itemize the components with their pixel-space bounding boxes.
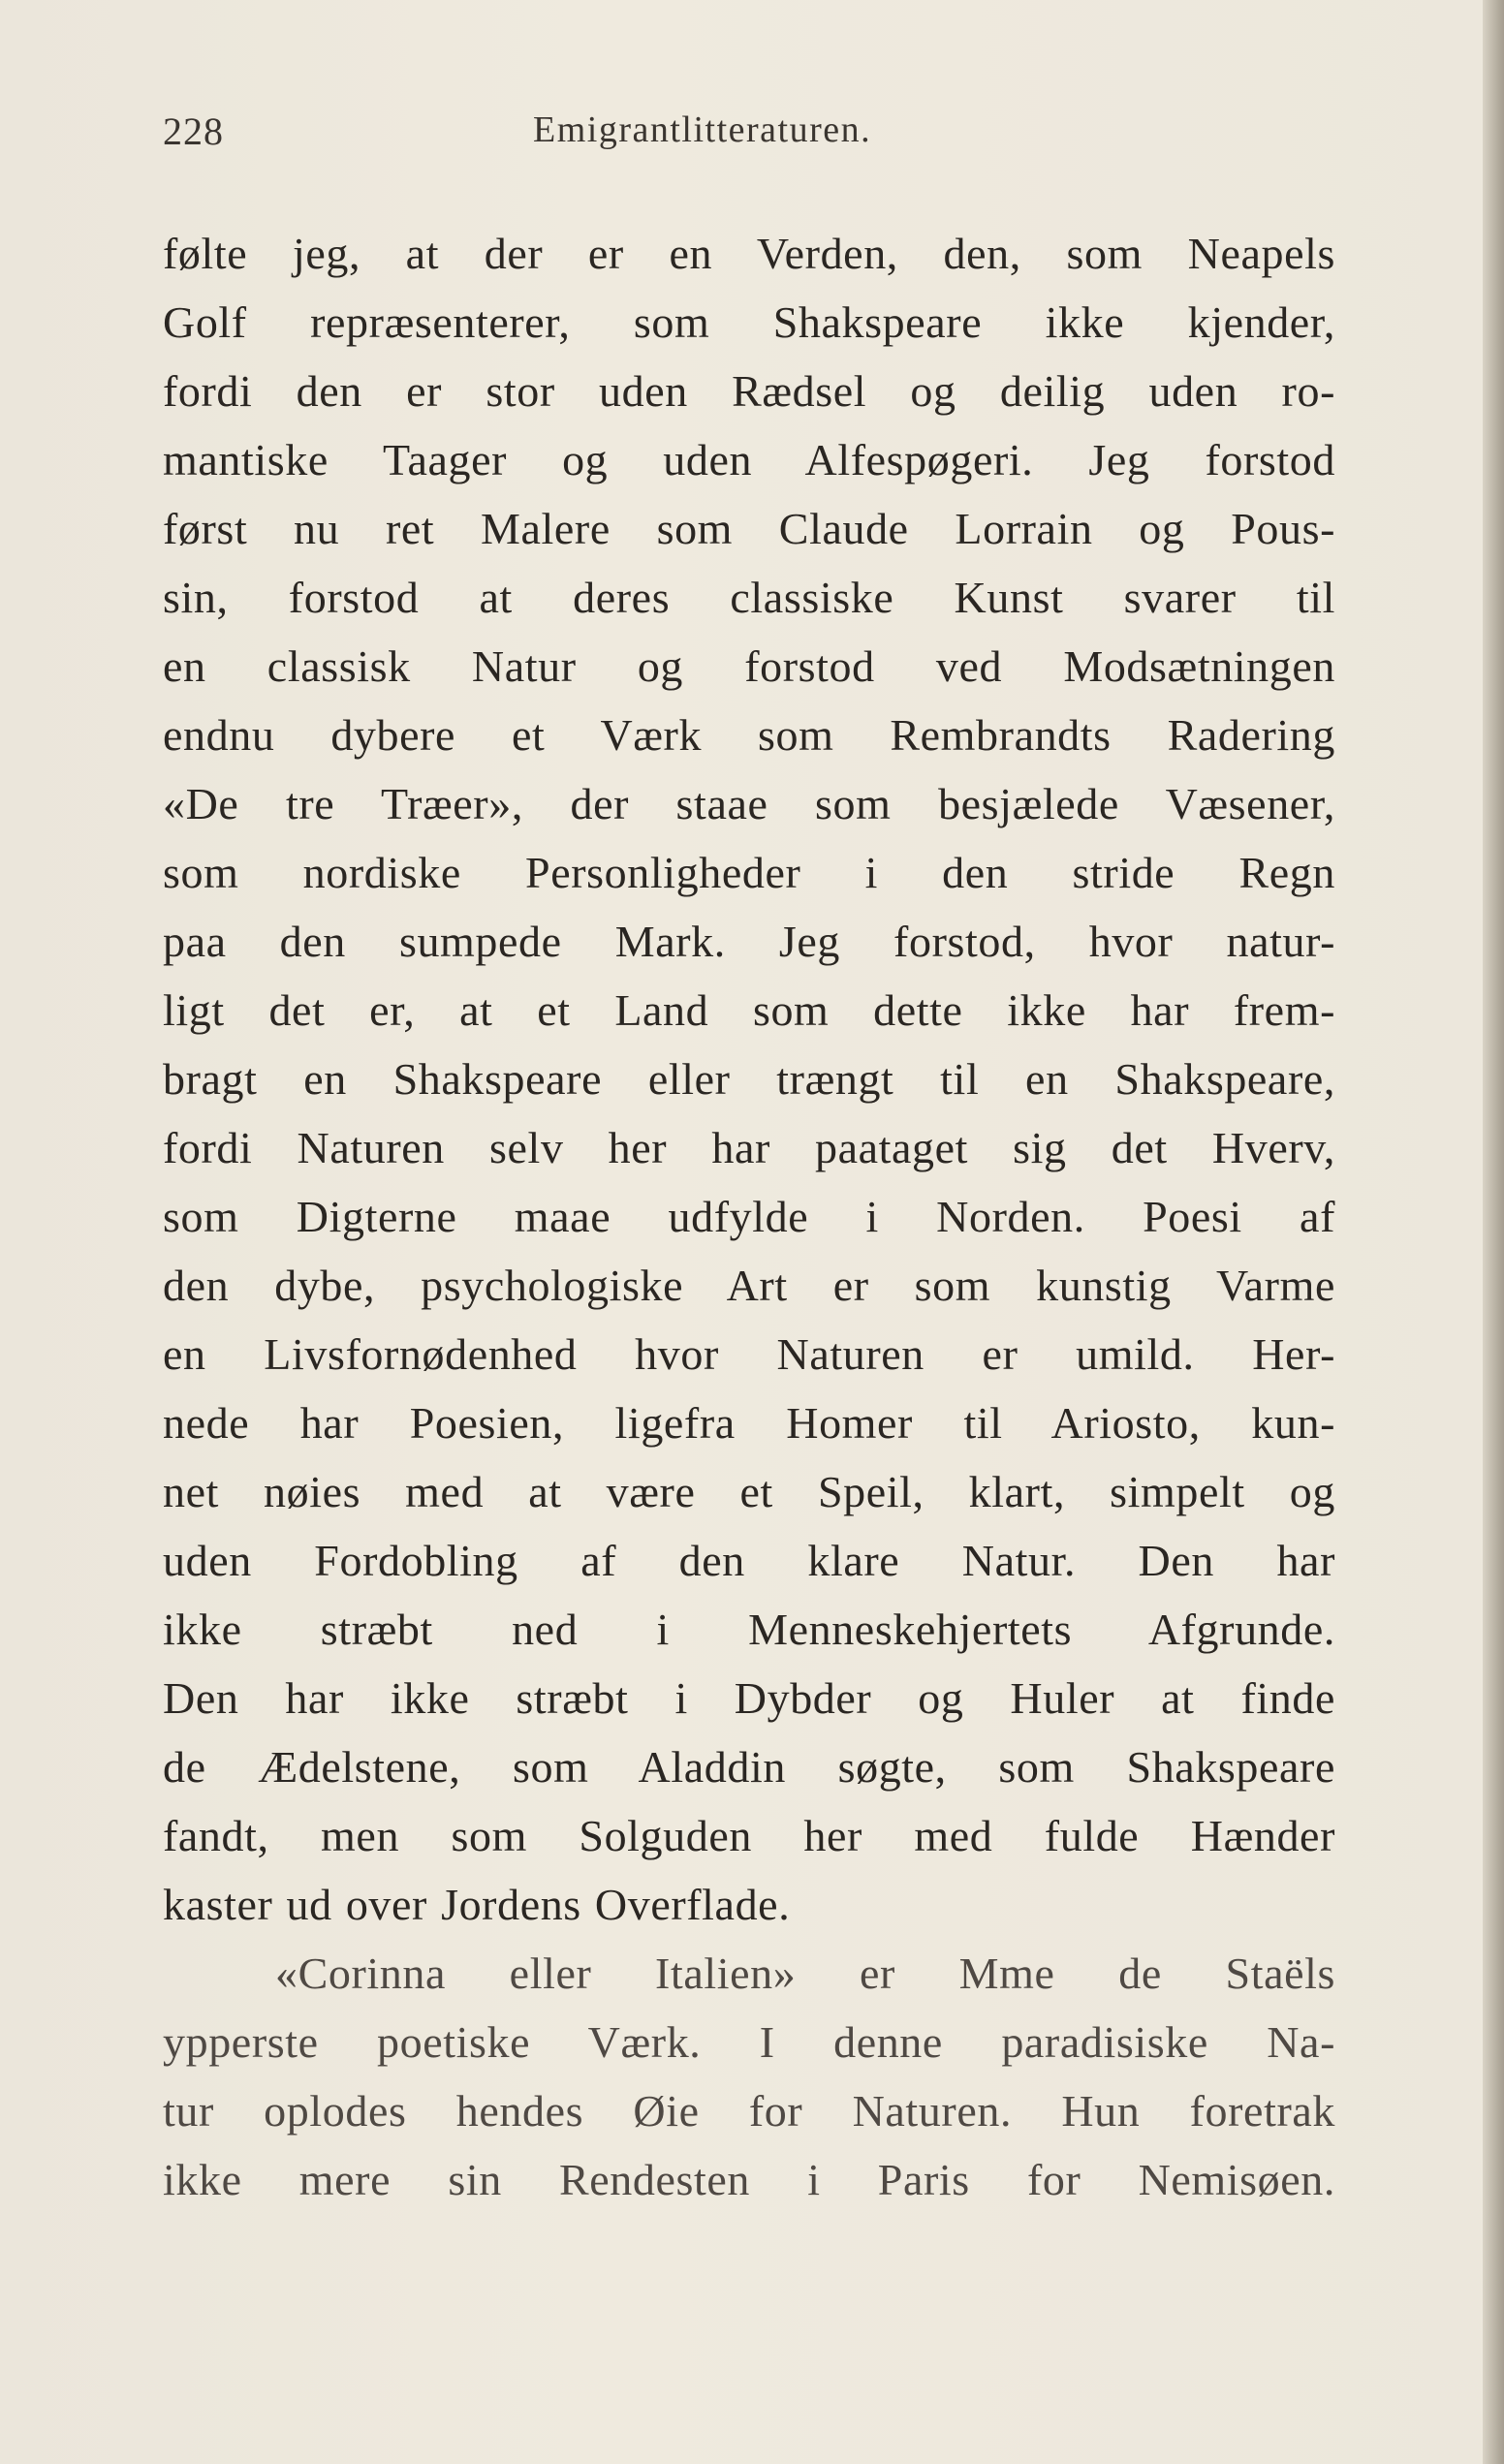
text-line: en Livsfornødenhed hvor Naturen er umild. Her-	[163, 1329, 1335, 1379]
paragraph-start-line: «Corinna eller Italien» er Mme de Staëls	[275, 1949, 1335, 1998]
text-line: Den har ikke stræbt i Dybder og Huler at finde	[163, 1673, 1335, 1723]
body-text	[163, 219, 1335, 2214]
text-line: «De tre Træer», der staae som besjælede Væsener,	[163, 779, 1335, 828]
text-line: som Digterne maae udfylde i Norden. Poesi af	[163, 1192, 1335, 1241]
text-line: den dybe, psychologiske Art er som kunstig Varme	[163, 1261, 1335, 1310]
text-line: fandt, men som Solguden her med fulde Hænder	[163, 1811, 1335, 1860]
text-line: følte jeg, at der er en Verden, den, som Neapels	[163, 229, 1335, 278]
text-line: uden Fordobling af den klare Natur. Den har	[163, 1536, 1335, 1585]
page-edge-shadow	[1483, 0, 1504, 2464]
text-line: endnu dybere et Værk som Rembrandts Radering	[163, 710, 1335, 760]
text-line: de Ædelstene, som Aladdin søgte, som Shakspeare	[163, 1742, 1335, 1792]
text-line: som nordiske Personligheder i den stride Regn	[163, 848, 1335, 897]
text-line: paa den sumpede Mark. Jeg forstod, hvor natur-	[163, 917, 1335, 966]
text-line: mantiske Taager og uden Alfespøgeri. Jeg forstod	[163, 435, 1335, 484]
text-line: bragt en Shakspeare eller trængt til en Shakspeare,	[163, 1054, 1335, 1104]
running-head: Emigrantlitteraturen.	[533, 109, 872, 150]
text-line: tur oplodes hendes Øie for Naturen. Hun foretrak	[163, 2086, 1335, 2136]
text-line: ikke mere sin Rendesten i Paris for Nemisøen.	[163, 2155, 1335, 2204]
text-line: først nu ret Malere som Claude Lorrain og Pous-	[163, 504, 1335, 553]
page-header	[163, 109, 1335, 167]
text-line: nede har Poesien, ligefra Homer til Ariosto, kun-	[163, 1398, 1335, 1448]
text-line: net nøies med at være et Speil, klart, simpelt og	[163, 1467, 1335, 1516]
text-line: ligt det er, at et Land som dette ikke har frem-	[163, 985, 1335, 1035]
text-line: en classisk Natur og forstod ved Modsætningen	[163, 641, 1335, 691]
text-line: ikke stræbt ned i Menneskehjertets Afgrunde.	[163, 1605, 1335, 1654]
paragraph-end-line: kaster ud over Jordens Overflade.	[163, 1880, 791, 1929]
text-line: fordi den er stor uden Rædsel og deilig uden ro-	[163, 366, 1335, 416]
text-line: ypperste poetiske Værk. I denne paradisiske Na-	[163, 2017, 1335, 2067]
page-number: 228	[163, 109, 224, 153]
text-line: fordi Naturen selv her har paataget sig det Hverv,	[163, 1123, 1335, 1172]
text-line: sin, forstod at deres classiske Kunst svarer til	[163, 573, 1335, 622]
text-line: Golf repræsenterer, som Shakspeare ikke kjender,	[163, 297, 1335, 347]
